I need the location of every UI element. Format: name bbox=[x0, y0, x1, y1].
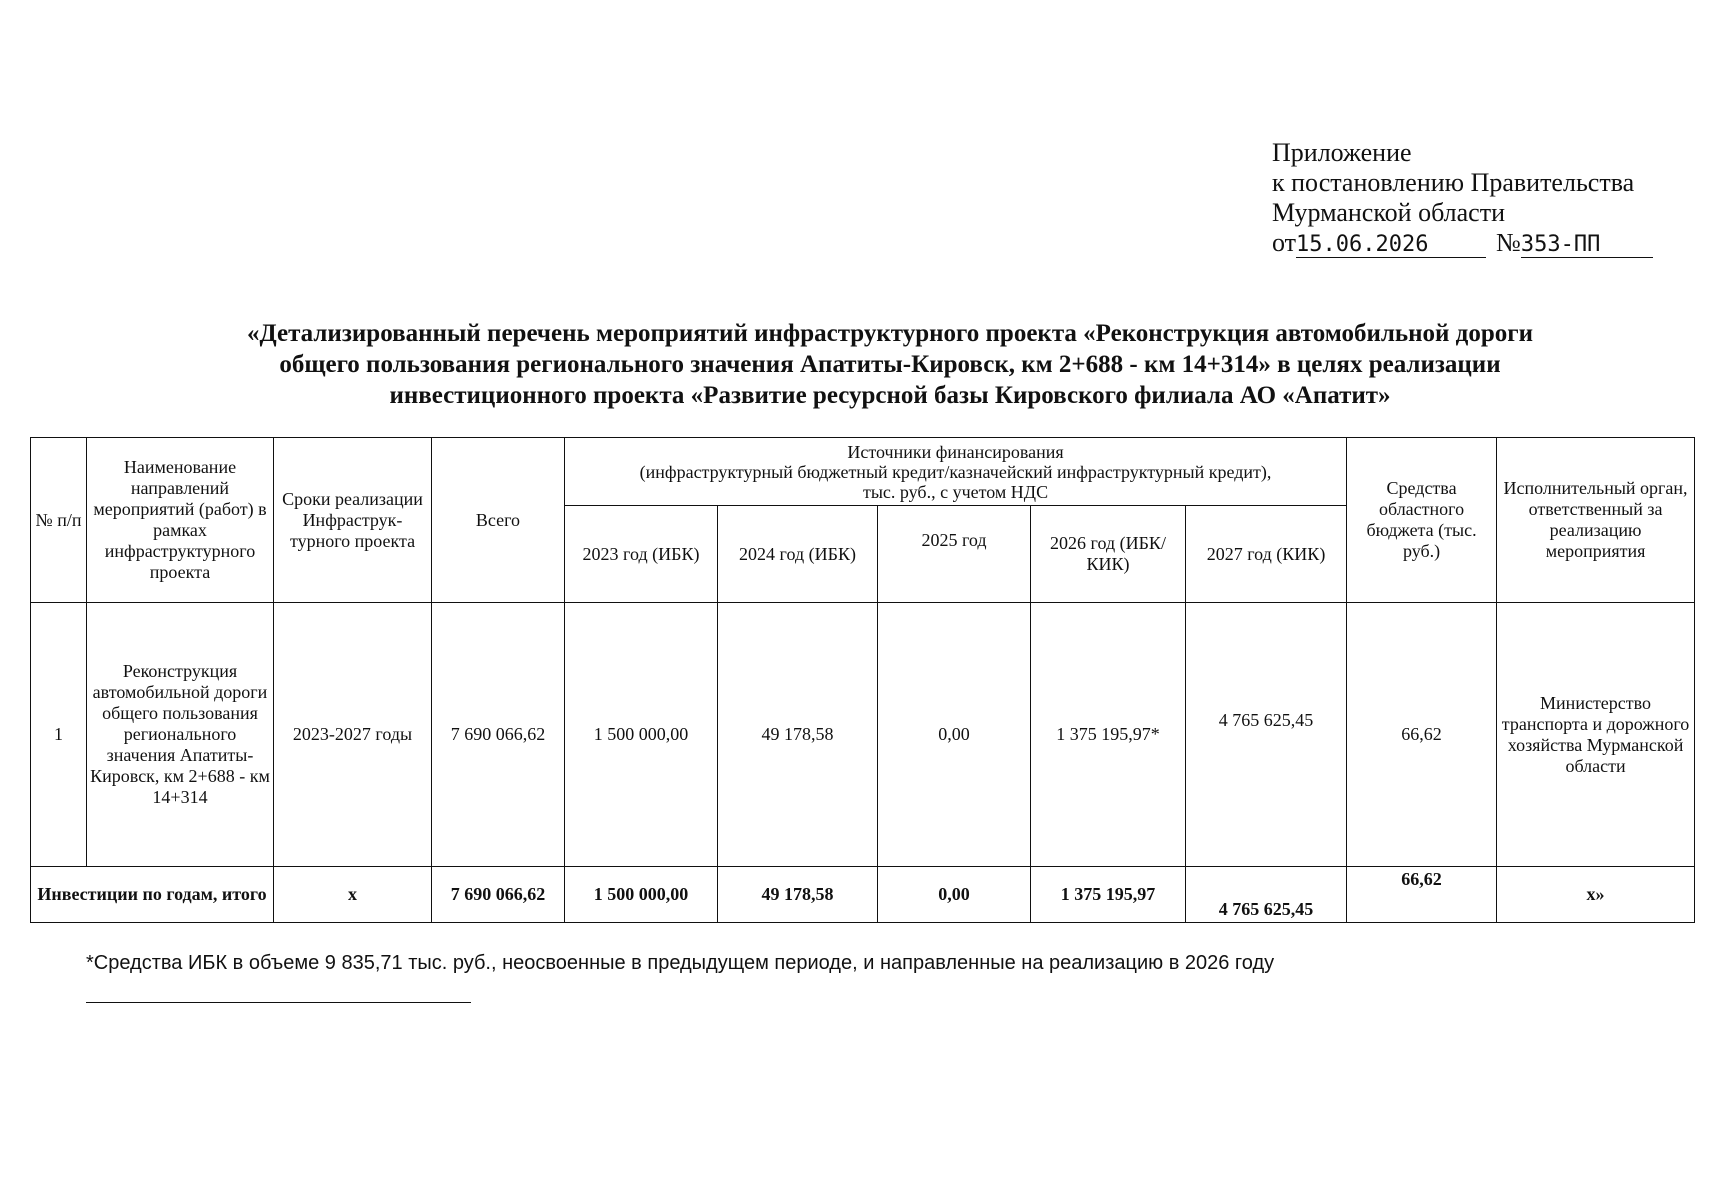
header-total: Всего bbox=[432, 438, 565, 603]
header-sources-line-2: (инфраструктурный бюджетный кредит/казначейский инфраструктурный кредит), bbox=[639, 462, 1272, 482]
header-year-2026: 2026 год (ИБК/КИК) bbox=[1031, 506, 1186, 603]
total-2026: 1 375 195,97 bbox=[1031, 867, 1186, 923]
appendix-line-3: Мурманской области bbox=[1272, 198, 1505, 227]
header-year-2027: 2027 год (КИК) bbox=[1186, 506, 1347, 603]
number-prefix: № bbox=[1496, 228, 1521, 257]
row-2025: 0,00 bbox=[878, 603, 1031, 867]
header-year-2025: 2025 год bbox=[878, 506, 1031, 603]
title-line-2: общего пользования регионального значения Апатиты-Кировск, км 2+688 - км 14+314» в целях реализации bbox=[279, 351, 1501, 378]
header-name: Наименование направлений мероприятий (работ) в рамках инфраструктурного проекта bbox=[87, 438, 274, 603]
total-terms: х bbox=[274, 867, 432, 923]
total-total: 7 690 066,62 bbox=[432, 867, 565, 923]
total-row bbox=[31, 867, 1695, 923]
title-line-1: «Детализированный перечень мероприятий инфраструктурного проекта «Реконструкция автомобильной дороги bbox=[247, 320, 1533, 347]
row-regional-budget: 66,62 bbox=[1347, 603, 1497, 867]
total-2025: 0,00 bbox=[878, 867, 1031, 923]
total-regional-budget: 66,62 bbox=[1347, 867, 1497, 923]
appendix-block bbox=[1272, 138, 1653, 258]
appendix-line-2: к постановлению Правительства bbox=[1272, 168, 1635, 197]
row-num: 1 bbox=[31, 603, 87, 867]
appendix-date-number-row bbox=[1272, 228, 1653, 258]
row-total: 7 690 066,62 bbox=[432, 603, 565, 867]
header-sources-line-3: тыс. руб., с учетом НДС bbox=[862, 482, 1049, 502]
footnote: *Средства ИБК в объеме 9 835,71 тыс. руб., неосвоенные в предыдущем периоде, и направленные на реализацию в 2026 году bbox=[86, 952, 1275, 974]
number-value: 353-ПП bbox=[1521, 233, 1653, 258]
header-regional-budget: Средства областного бюджета (тыс. руб.) bbox=[1347, 438, 1497, 603]
header-row-1 bbox=[31, 438, 1695, 506]
header-num: № п/п bbox=[31, 438, 87, 603]
total-label: Инвестиции по годам, итого bbox=[31, 867, 274, 923]
appendix-line-1: Приложение bbox=[1272, 138, 1412, 167]
header-sources bbox=[565, 438, 1347, 506]
row-2027: 4 765 625,45 bbox=[1186, 603, 1347, 867]
total-2024: 49 178,58 bbox=[718, 867, 878, 923]
table-row bbox=[31, 603, 1695, 867]
row-2026: 1 375 195,97* bbox=[1031, 603, 1186, 867]
row-name: Реконструкция автомобильной дороги общего пользования регионального значения Апатиты-Кировск, км 2+688 - км 14+314 bbox=[87, 603, 274, 867]
header-terms: Сроки реализации Инфраструк-турного проекта bbox=[274, 438, 432, 603]
total-2027: 4 765 625,45 bbox=[1186, 867, 1347, 923]
date-prefix: от bbox=[1272, 228, 1297, 257]
total-2023: 1 500 000,00 bbox=[565, 867, 718, 923]
row-2024: 49 178,58 bbox=[718, 603, 878, 867]
measures-table bbox=[30, 437, 1695, 923]
title-line-3: инвестиционного проекта «Развитие ресурсной базы Кировского филиала АО «Апатит» bbox=[389, 382, 1391, 409]
document-title bbox=[130, 318, 1650, 411]
date-value: 15.06.2026 bbox=[1296, 233, 1486, 258]
row-executor: Министерство транспорта и дорожного хозяйства Мурманской области bbox=[1497, 603, 1695, 867]
header-sources-line-1: Источники финансирования bbox=[847, 442, 1064, 462]
row-terms: 2023-2027 годы bbox=[274, 603, 432, 867]
header-executor: Исполнительный орган, ответственный за реализацию мероприятия bbox=[1497, 438, 1695, 603]
header-year-2024: 2024 год (ИБК) bbox=[718, 506, 878, 603]
header-year-2023: 2023 год (ИБК) bbox=[565, 506, 718, 603]
row-2023: 1 500 000,00 bbox=[565, 603, 718, 867]
footnote-rule bbox=[86, 1002, 471, 1003]
total-executor: х» bbox=[1497, 867, 1695, 923]
